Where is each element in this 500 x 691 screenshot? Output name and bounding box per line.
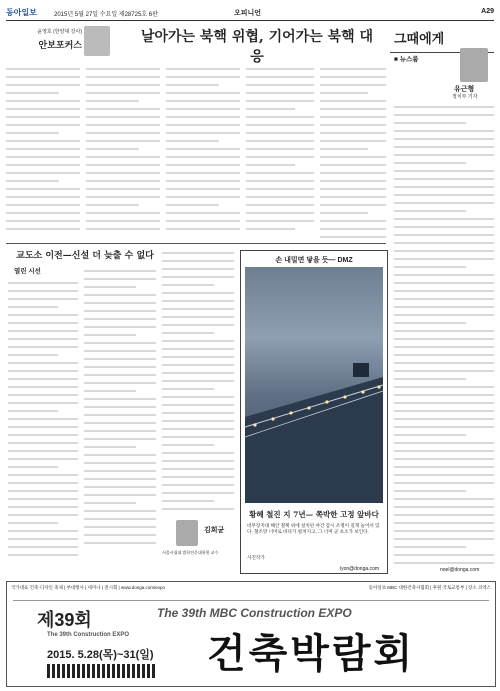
- photo-credit: 사진작가: [247, 555, 265, 560]
- author-label: 윤영호 (한양대 강사): [37, 29, 82, 35]
- reporter-photo: [460, 48, 488, 82]
- ad-subtitle: The 39th Construction EXPO: [47, 632, 130, 638]
- page-header: [6, 6, 494, 21]
- ad-dates: 2015. 5.28(목)~31(일): [47, 649, 154, 661]
- text-column-3: [166, 64, 240, 232]
- right-column-title: 그때에게: [394, 32, 445, 47]
- photo-caption-title: 황혜 철진 지 7년— 쪽박한 고정 앞바다: [249, 510, 379, 519]
- photo-signature: lyon@donga.com: [340, 566, 379, 572]
- author-photo: [84, 26, 110, 56]
- fence-lights-drawing: [245, 267, 383, 503]
- ad-edition-number: 제39회: [37, 610, 92, 630]
- mid-text-column-3: [162, 248, 234, 516]
- ad-english-title: The 39th MBC Construction EXPO: [157, 606, 352, 620]
- columnist-photo: [176, 520, 198, 546]
- photo-box-header: 손 내밀면 닿을 듯— DMZ: [275, 257, 353, 264]
- columnist-name: 김희균: [204, 525, 225, 534]
- section-name: 오피니언: [234, 10, 262, 17]
- ad-top-line: 국가대표 건축·디자인 축제 | 부대행사 | 세미나 | 전시회 | www.donga.com/expo: [11, 585, 165, 590]
- main-headline: 날아가는 북핵 위협, 기어가는 북핵 대응: [140, 29, 374, 65]
- section-divider: [6, 243, 386, 244]
- reporter-name: 유근형: [454, 84, 475, 93]
- photo-feature-box: [240, 250, 388, 574]
- column-name: 안보포커스: [38, 41, 82, 51]
- left-column-header: [6, 24, 131, 60]
- open-view-label: 열린 시선: [14, 268, 41, 275]
- columnist-title: 서울시립대 법학전문대학원 교수: [162, 550, 219, 555]
- newspaper-logo: 동아일보: [6, 8, 37, 17]
- mid-text-column-2: [84, 266, 156, 556]
- newsroom-label: ■ 뉴스룸: [394, 56, 419, 63]
- right-text-column: [394, 102, 494, 572]
- text-column-5: [320, 64, 386, 240]
- ad-divider: [13, 600, 489, 601]
- photo-caption-body: 비무장지대 해안 철책 위에 설치된 야간 감시 조명이 길게 늘어서 있다. 철조망 너머로 바다가 펼쳐지고, 그 너머 군 초소가 보인다.: [247, 523, 380, 534]
- text-column-1: [6, 64, 80, 232]
- ad-main-title: 건축박람회: [207, 632, 416, 676]
- reporter-title: 정치부 기자: [452, 94, 478, 100]
- page-number: A29: [481, 8, 494, 15]
- mid-headline: 교도소 이전—신설 더 늦출 수 없다: [16, 251, 154, 261]
- dmz-coast-photo: [245, 267, 383, 503]
- ad-sponsors: 동아일보 MBC 대한건축사협회 | 후원 국토교통부 | 장소 코엑스: [368, 585, 491, 590]
- text-column-2: [86, 64, 160, 232]
- right-signature: noel@donga.com: [440, 567, 480, 573]
- ad-graphic-stripes: [47, 664, 157, 678]
- construction-expo-ad[interactable]: [6, 581, 496, 687]
- issue-date: 2015년 5월 27일 수요일 제28725호 6판: [54, 12, 158, 18]
- mid-text-column-1: [8, 278, 78, 568]
- text-column-4: [246, 64, 314, 232]
